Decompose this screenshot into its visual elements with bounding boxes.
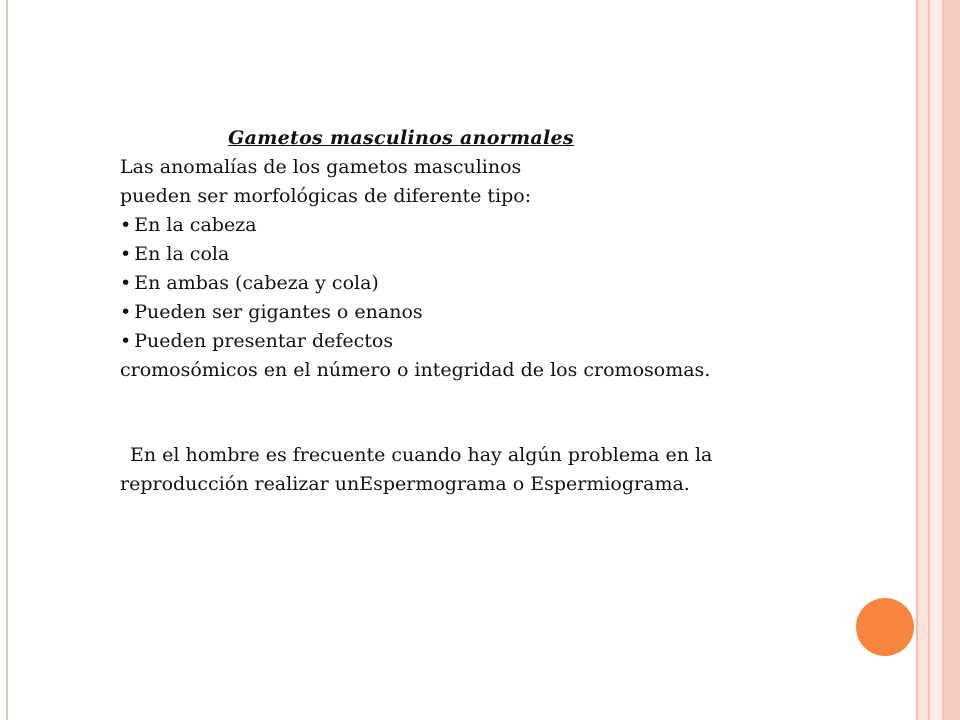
bullet-item: • Pueden presentar defectos xyxy=(120,327,820,356)
bullet-item: • En la cola xyxy=(120,240,820,269)
right-decorative-band xyxy=(930,0,942,720)
intro-line: pueden ser morfológicas de diferente tipo: xyxy=(120,185,532,207)
bullet-continuation: cromosómicos en el número o integridad de los cromosomas. xyxy=(120,359,711,381)
intro-line: Las anomalías de los gametos masculinos xyxy=(120,156,522,178)
paragraph-line: En el hombre es frecuente cuando hay algún problema en la xyxy=(130,444,713,466)
bullet-item: • En la cabeza xyxy=(120,211,820,240)
right-decorative-band xyxy=(944,0,960,720)
spacer xyxy=(120,385,820,441)
slide-title: Gametos masculinos anormales xyxy=(228,127,574,149)
bullet-item: • En ambas (cabeza y cola) xyxy=(120,269,820,298)
right-decorative-band xyxy=(918,0,928,720)
paragraph-line: reproducción realizar unEspermograma o Espermiograma. xyxy=(120,473,690,495)
accent-circle xyxy=(856,598,914,656)
slide-content xyxy=(120,124,820,499)
bullet-item: • Pueden ser gigantes o enanos xyxy=(120,298,820,327)
